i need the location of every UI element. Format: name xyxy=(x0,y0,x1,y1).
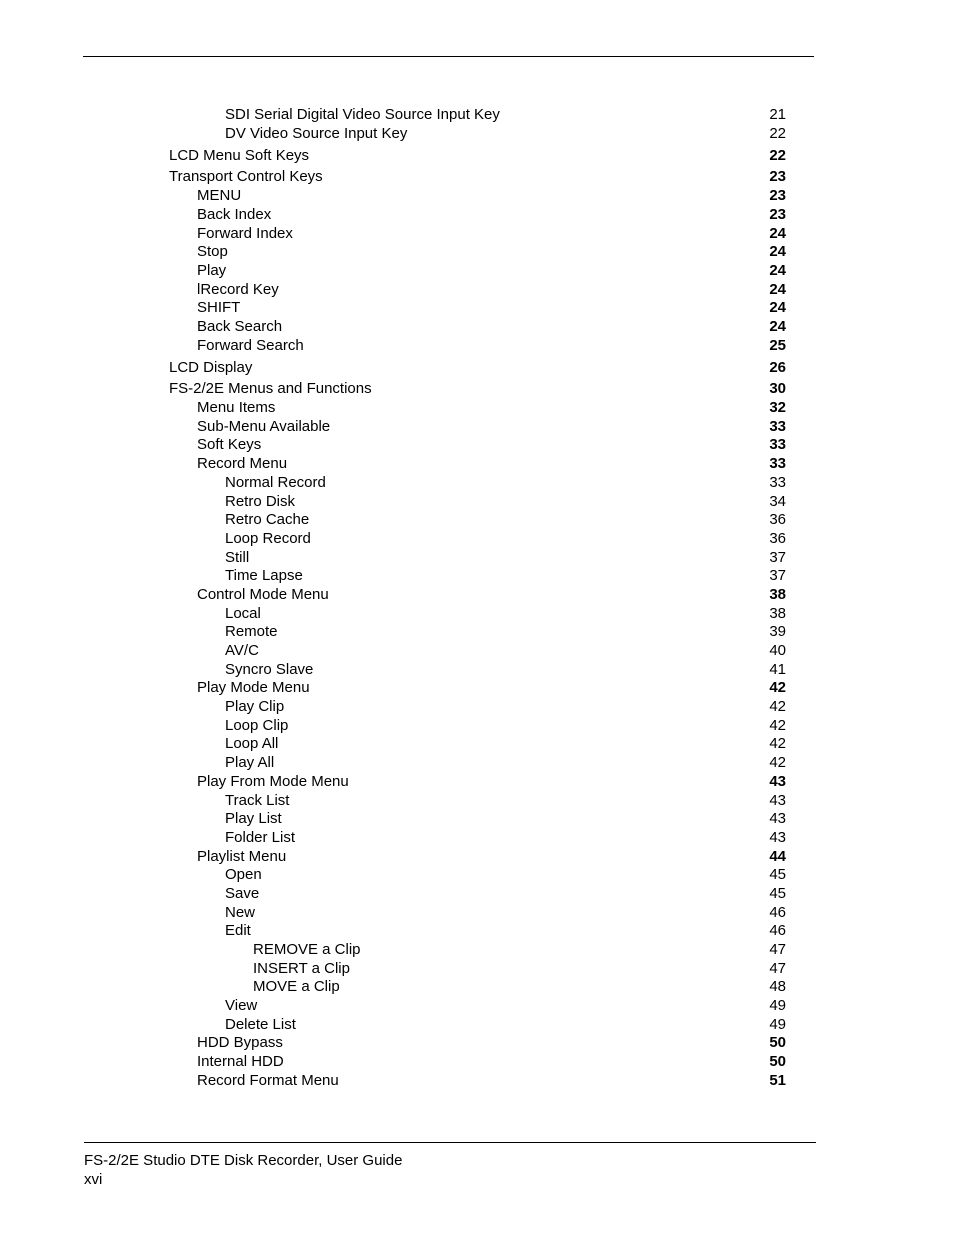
toc-entry-page-number: 24 xyxy=(769,261,786,279)
toc-entry-title: Play xyxy=(197,261,227,279)
toc-entry-title: Menu Items xyxy=(197,399,276,417)
toc-entry-page-number: 26 xyxy=(769,358,786,376)
toc-entry-page-number: 49 xyxy=(769,997,786,1015)
footer-page-number: xvi xyxy=(84,1171,103,1188)
toc-entry-page-number: 42 xyxy=(769,698,786,716)
toc-entry[interactable] xyxy=(0,735,954,754)
toc-entry-title: Control Mode Menu xyxy=(197,585,329,603)
toc-entry-page-number: 43 xyxy=(769,772,786,790)
toc-entry[interactable] xyxy=(0,511,954,530)
toc-entry-page-number: 49 xyxy=(769,1015,786,1033)
toc-entry-title: Syncro Slave xyxy=(225,660,314,678)
header-rule xyxy=(83,56,814,57)
toc-entry-page-number: 45 xyxy=(769,866,786,884)
toc-entry-page-number: 51 xyxy=(769,1071,786,1089)
toc-entry[interactable] xyxy=(0,147,954,166)
toc-entry-title: Forward Search xyxy=(197,336,304,354)
toc-entry[interactable] xyxy=(0,493,954,512)
toc-entry-page-number: 42 xyxy=(769,735,786,753)
toc-entry-title: lRecord Key xyxy=(197,280,279,298)
toc-entry[interactable] xyxy=(0,206,954,225)
footer-doc-title: FS-2/2E Studio DTE Disk Recorder, User Guide xyxy=(84,1152,403,1169)
toc-entry-title: Stop xyxy=(197,243,228,261)
toc-entry-title: Back Index xyxy=(197,205,272,223)
toc-entry-page-number: 22 xyxy=(769,146,786,164)
toc-entry-title: SDI Serial Digital Video Source Input Key xyxy=(225,106,500,123)
toc-entry[interactable] xyxy=(0,623,954,642)
toc-entry-page-number: 50 xyxy=(769,1034,786,1052)
toc-entry-page-number: 33 xyxy=(769,473,786,491)
toc-entry[interactable] xyxy=(0,885,954,904)
toc-entry-page-number: 33 xyxy=(769,417,786,435)
toc-entry-page-number: 48 xyxy=(769,978,786,996)
toc-entry-page-number: 46 xyxy=(769,903,786,921)
toc-entry[interactable] xyxy=(0,262,954,281)
toc-entry-page-number: 46 xyxy=(769,922,786,940)
page-footer xyxy=(84,1151,402,1189)
toc-entry-title: Play List xyxy=(225,810,282,828)
toc-entry[interactable] xyxy=(0,1034,954,1053)
toc-entry-title: Forward Index xyxy=(197,224,293,242)
toc-entry-page-number: 24 xyxy=(769,299,786,317)
toc-entry-title: Play Clip xyxy=(225,698,285,716)
toc-entry-page-number: 21 xyxy=(769,106,786,123)
toc-entry[interactable] xyxy=(0,1053,954,1072)
toc-entry[interactable] xyxy=(0,125,954,144)
toc-entry-page-number: 42 xyxy=(769,716,786,734)
footer-rule xyxy=(84,1142,816,1143)
toc-entry-page-number: 24 xyxy=(769,317,786,335)
toc-entry-page-number: 24 xyxy=(769,280,786,298)
toc-entry-title: SHIFT xyxy=(197,299,241,317)
toc-entry[interactable] xyxy=(0,941,954,960)
toc-entry[interactable] xyxy=(0,455,954,474)
toc-entry-page-number: 23 xyxy=(769,187,786,205)
toc-entry[interactable] xyxy=(0,605,954,624)
toc-entry-title: Edit xyxy=(225,922,251,940)
toc-entry[interactable] xyxy=(0,106,954,125)
toc-entry-title: Internal HDD xyxy=(197,1053,284,1071)
toc-entry[interactable] xyxy=(0,243,954,262)
toc-entry-title: DV Video Source Input Key xyxy=(225,124,408,142)
toc-entry-title: Loop Clip xyxy=(225,716,289,734)
toc-entry[interactable] xyxy=(0,337,954,356)
toc-entry-page-number: 32 xyxy=(769,399,786,417)
toc-entry[interactable] xyxy=(0,359,954,378)
toc-entry[interactable] xyxy=(0,810,954,829)
toc-entry-title: Normal Record xyxy=(225,473,326,491)
toc-entry-title: MENU xyxy=(197,187,242,205)
toc-entry-page-number: 45 xyxy=(769,884,786,902)
toc-entry-title: Playlist Menu xyxy=(197,847,287,865)
toc-entry[interactable] xyxy=(0,318,954,337)
toc-entry-page-number: 33 xyxy=(769,455,786,473)
toc-entry-title: Transport Control Keys xyxy=(169,168,323,186)
toc-entry-page-number: 44 xyxy=(769,847,786,865)
toc-entry-title: Soft Keys xyxy=(197,436,262,454)
toc-entry-title: Retro Cache xyxy=(225,511,310,529)
toc-entry[interactable] xyxy=(0,792,954,811)
toc-entry-page-number: 24 xyxy=(769,243,786,261)
toc-entry[interactable] xyxy=(0,754,954,773)
toc-entry-title: REMOVE a Clip xyxy=(253,941,361,958)
toc-entry-title: MOVE a Clip xyxy=(253,978,340,996)
toc-entry-page-number: 38 xyxy=(769,604,786,622)
toc-entry-title: Remote xyxy=(225,623,278,641)
toc-entry[interactable] xyxy=(0,1016,954,1035)
toc-entry-title: Time Lapse xyxy=(225,567,303,585)
toc-entry-title: Folder List xyxy=(225,828,296,846)
toc-entry-page-number: 40 xyxy=(769,642,786,659)
toc-entry-title: FS-2/2E Menus and Functions xyxy=(169,380,372,398)
toc-entry-title: Record Format Menu xyxy=(197,1071,339,1089)
toc-entry-page-number: 36 xyxy=(769,511,786,529)
toc-entry[interactable] xyxy=(0,380,954,399)
toc-entry[interactable] xyxy=(0,1072,954,1091)
toc-entry[interactable] xyxy=(0,281,954,300)
toc-entry-page-number: 47 xyxy=(769,941,786,958)
toc-entry-page-number: 41 xyxy=(769,660,786,678)
toc-entry-title: Delete List xyxy=(225,1015,296,1033)
toc-entry-title: Save xyxy=(225,884,260,902)
toc-entry-page-number: 36 xyxy=(769,529,786,547)
toc-entry[interactable] xyxy=(0,661,954,680)
toc-entry-page-number: 42 xyxy=(769,754,786,772)
toc-entry[interactable] xyxy=(0,299,954,318)
toc-entry[interactable] xyxy=(0,436,954,455)
toc-entry[interactable] xyxy=(0,225,954,244)
toc-entry[interactable] xyxy=(0,567,954,586)
toc-entry[interactable] xyxy=(0,549,954,568)
toc-entry-page-number: 23 xyxy=(769,168,786,186)
toc-entry-page-number: 37 xyxy=(769,548,786,566)
toc-entry[interactable] xyxy=(0,922,954,941)
toc-entry-page-number: 22 xyxy=(769,124,786,142)
toc-entry-page-number: 39 xyxy=(769,623,786,641)
toc-entry[interactable] xyxy=(0,530,954,549)
toc-entry-page-number: 47 xyxy=(769,959,786,977)
toc-entry-page-number: 43 xyxy=(769,810,786,828)
toc-entry-title: Track List xyxy=(225,791,290,809)
toc-entry-title: View xyxy=(225,997,258,1015)
toc-entry[interactable] xyxy=(0,960,954,979)
toc-entry[interactable] xyxy=(0,679,954,698)
toc-entry-title: LCD Menu Soft Keys xyxy=(169,146,310,164)
toc-entry[interactable] xyxy=(0,773,954,792)
toc-entry-page-number: 33 xyxy=(769,436,786,454)
toc-entry-page-number: 24 xyxy=(769,224,786,242)
toc-entry[interactable] xyxy=(0,717,954,736)
toc-entry[interactable] xyxy=(0,418,954,437)
toc-entry-title: HDD Bypass xyxy=(197,1034,283,1052)
toc-entry-page-number: 50 xyxy=(769,1053,786,1071)
toc-entry-title: Loop Record xyxy=(225,529,311,547)
toc-entry-title: New xyxy=(225,903,256,921)
toc-entry-page-number: 30 xyxy=(769,380,786,398)
toc-entry-title: Retro Disk xyxy=(225,492,296,510)
toc-entry[interactable] xyxy=(0,168,954,187)
toc-entry-page-number: 37 xyxy=(769,567,786,585)
toc-entry-page-number: 43 xyxy=(769,828,786,846)
toc-entry-title: Play From Mode Menu xyxy=(197,772,349,790)
toc-entry-title: Play All xyxy=(225,754,275,772)
toc-entry[interactable] xyxy=(0,187,954,206)
toc-entry-title: INSERT a Clip xyxy=(253,959,350,977)
toc-entry-page-number: 25 xyxy=(769,336,786,354)
toc-entry-title: Still xyxy=(225,548,250,566)
toc-entry[interactable] xyxy=(0,997,954,1016)
toc-entry-title: Back Search xyxy=(197,317,283,335)
toc-entry[interactable] xyxy=(0,978,954,997)
toc-entry-title: Local xyxy=(225,604,261,622)
toc-entry[interactable] xyxy=(0,642,954,661)
table-of-contents xyxy=(0,106,954,1091)
toc-entry-page-number: 38 xyxy=(769,585,786,603)
toc-entry-page-number: 42 xyxy=(769,679,786,697)
toc-entry-title: Sub-Menu Available xyxy=(197,417,331,435)
toc-entry-page-number: 43 xyxy=(769,791,786,809)
toc-entry-title: Open xyxy=(225,866,262,884)
toc-entry-title: AV/C xyxy=(225,642,259,659)
toc-entry-title: Loop All xyxy=(225,735,279,753)
toc-entry-title: LCD Display xyxy=(169,358,253,376)
toc-entry[interactable] xyxy=(0,698,954,717)
toc-entry[interactable] xyxy=(0,399,954,418)
toc-entry[interactable] xyxy=(0,586,954,605)
toc-entry-page-number: 23 xyxy=(769,205,786,223)
toc-entry[interactable] xyxy=(0,474,954,493)
toc-entry[interactable] xyxy=(0,829,954,848)
toc-entry-title: Play Mode Menu xyxy=(197,679,310,697)
toc-entry-title: Record Menu xyxy=(197,455,288,473)
toc-entry-page-number: 34 xyxy=(769,492,786,510)
toc-entry[interactable] xyxy=(0,866,954,885)
toc-entry[interactable] xyxy=(0,848,954,867)
toc-entry[interactable] xyxy=(0,904,954,923)
